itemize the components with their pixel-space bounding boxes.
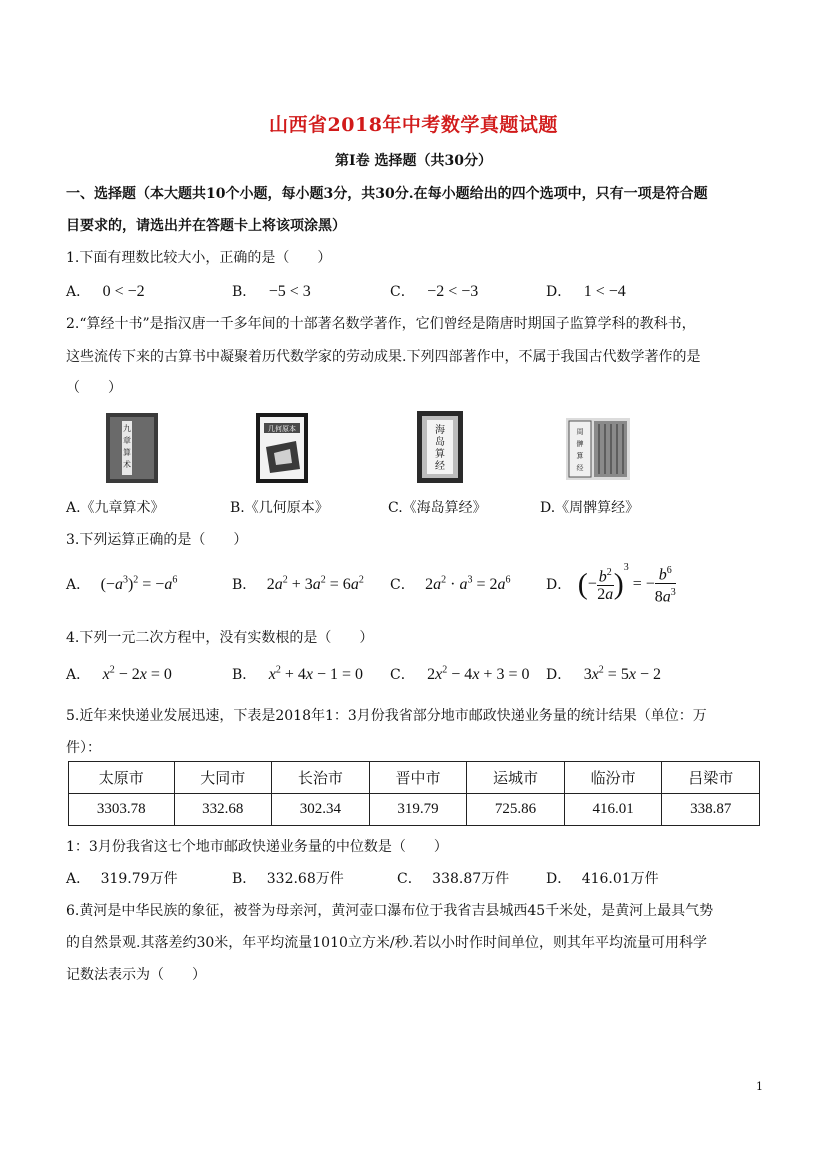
q1-option-c-expr: −2 < −3 bbox=[427, 283, 479, 300]
q1-option-a-expr: 0 < −2 bbox=[102, 283, 145, 300]
q5-line2: 件）： bbox=[66, 740, 101, 756]
q1-option-b-label: B． bbox=[232, 284, 257, 300]
q1-option-b bbox=[232, 281, 311, 301]
book-cover-jiuzhang-text-2: 章 bbox=[123, 436, 131, 445]
q5-option-d-label: D． bbox=[546, 871, 572, 887]
q5-option-a-value: 319.79万件 bbox=[100, 871, 178, 887]
book-cover-zhoubi-text-3: 算 bbox=[576, 452, 584, 460]
section-instructions-line1: 一、选择题（本大题共10个小题，每小题3分，共30分.在每小题给出的四个选项中，只有一项是符合题 bbox=[66, 186, 708, 202]
q5-option-b-value: 332.68万件 bbox=[266, 871, 344, 887]
q4-option-d-expr: $3x^2 = 5x - 2$ bbox=[583, 664, 661, 683]
q4-option-a bbox=[66, 664, 172, 684]
q4-option-b-expr: $x^2 + 4x - 1 = 0$ bbox=[268, 664, 364, 683]
q5-line1: 5.近年来快递业发展迅速，下表是2018年1：3月份我省部分地市邮政快递业务量的统计结果（单位：万 bbox=[66, 708, 707, 724]
q1-option-d bbox=[546, 281, 626, 301]
q4-option-b bbox=[232, 664, 363, 684]
book-cover-haidao bbox=[417, 411, 463, 483]
q3-option-d-label: D． bbox=[546, 577, 572, 593]
q5-option-b bbox=[232, 868, 344, 888]
table-cell: 319.79 bbox=[369, 794, 467, 826]
q1-option-d-label: D． bbox=[546, 284, 572, 300]
table-row bbox=[69, 794, 760, 826]
table-cell: 332.68 bbox=[174, 794, 272, 826]
q5-option-c bbox=[397, 868, 509, 888]
q4-option-a-expr: $x^2 - 2x = 0$ bbox=[102, 664, 172, 683]
q3-option-b-label: B． bbox=[232, 577, 257, 593]
q1-stem: 1.下面有理数比较大小，正确的是（ ） bbox=[66, 250, 332, 266]
book-cover-haidao-text-3: 算 bbox=[435, 449, 445, 460]
book-cover-haidao-text-4: 经 bbox=[435, 461, 445, 472]
q3-option-c bbox=[390, 574, 511, 594]
book-cover-jihe-text: 几何原本 bbox=[268, 425, 296, 433]
q4-stem: 4.下列一元二次方程中，没有实数根的是（ ） bbox=[66, 630, 374, 646]
q4-option-a-label: A． bbox=[66, 667, 91, 683]
q5-option-d bbox=[546, 868, 659, 888]
q3-option-d bbox=[546, 562, 676, 606]
q5-option-d-value: 416.01万件 bbox=[581, 871, 659, 887]
q3-option-a-label: A． bbox=[66, 577, 91, 593]
q6-line3: 记数法表示为（ ） bbox=[66, 967, 206, 983]
q6-line1: 6.黄河是中华民族的象征，被誉为母亲河，黄河壶口瀑布位于我省吉县城西45千米处，是黄河上最具气势 bbox=[66, 903, 714, 919]
q4-option-d bbox=[546, 664, 661, 684]
book-cover-zhoubi-text-2: 髀 bbox=[576, 440, 584, 448]
q3-option-c-label: C． bbox=[390, 577, 415, 593]
q2-option-c: C.《海岛算经》 bbox=[388, 500, 487, 516]
q3-option-a bbox=[66, 574, 177, 594]
q6-line2: 的自然景观.其落差约30米，年平均流量1010立方米/秒.若以小时作时间单位，则其年平均流量可用科学 bbox=[66, 935, 708, 951]
table-header-row bbox=[69, 762, 760, 794]
section-subtitle: 第Ⅰ卷 选择题（共30分） bbox=[335, 153, 492, 169]
q2-option-d: D.《周髀算经》 bbox=[540, 500, 640, 516]
q5-question: 1：3月份我省这七个地市邮政快递业务量的中位数是（ ） bbox=[66, 839, 448, 855]
q3-option-c-expr: $2a^2 \cdot a^3 = 2a^6$ bbox=[425, 574, 511, 593]
book-cover-zhoubi-text-4: 经 bbox=[576, 464, 584, 472]
book-cover-zhoubi bbox=[566, 418, 630, 480]
table-cell: 338.87 bbox=[662, 794, 760, 826]
q1-option-b-expr: −5 < 3 bbox=[268, 283, 311, 300]
book-cover-jiuzhang-text-4: 术 bbox=[123, 460, 131, 469]
q4-option-c-expr: $2x^2 - 4x + 3 = 0$ bbox=[427, 664, 530, 683]
q3-option-b-expr: $2a^2 + 3a^2 = 6a^2$ bbox=[266, 574, 364, 593]
q4-option-c-label: C． bbox=[390, 667, 415, 683]
q5-option-b-label: B． bbox=[232, 871, 257, 887]
q4-option-b-label: B． bbox=[232, 667, 257, 683]
section-instructions-line2: 目要求的，请选出并在答题卡上将该项涂黑） bbox=[66, 218, 346, 234]
q5-option-a-label: A． bbox=[66, 871, 91, 887]
table-cell: 302.34 bbox=[272, 794, 370, 826]
book-cover-jiuzhang bbox=[106, 413, 158, 483]
q3-option-d-expr: (− $\frac{b^2}{2a}$ )$^3$ = − $\frac{b^6}{8a^3}$ bbox=[577, 562, 676, 606]
page-title: 山西省2018年中考数学真题试题 bbox=[269, 114, 558, 136]
q2-line3: （ ） bbox=[66, 380, 122, 396]
table-header-cell: 临汾市 bbox=[564, 762, 662, 794]
q1-option-a-label: A． bbox=[66, 284, 91, 300]
q3-stem: 3.下列运算正确的是（ ） bbox=[66, 532, 248, 548]
q2-option-b: B.《几何原本》 bbox=[230, 500, 329, 516]
q1-option-d-expr: 1 < −4 bbox=[583, 283, 626, 300]
table-header-cell: 大同市 bbox=[174, 762, 272, 794]
q5-option-c-label: C． bbox=[397, 871, 422, 887]
table-header-cell: 太原市 bbox=[69, 762, 175, 794]
book-cover-jiuzhang-text-3: 算 bbox=[123, 448, 131, 457]
q5-option-a bbox=[66, 868, 178, 888]
book-cover-haidao-text-1: 海 bbox=[435, 425, 445, 436]
book-cover-haidao-text-2: 岛 bbox=[435, 437, 445, 448]
q3-option-b bbox=[232, 574, 364, 594]
q4-option-d-label: D． bbox=[546, 667, 572, 683]
table-header-cell: 长治市 bbox=[272, 762, 370, 794]
q3-option-a-expr: $(-a^3)^2 = -a^6$ bbox=[100, 574, 178, 593]
q1-option-a bbox=[66, 281, 145, 301]
page-number: 1 bbox=[756, 1080, 763, 1093]
table-header-cell: 运城市 bbox=[467, 762, 565, 794]
q2-line1: 2.“算经十书”是指汉唐一千多年间的十部著名数学著作，它们曾经是隋唐时期国子监算学科的教科书， bbox=[66, 316, 696, 332]
express-volume-table bbox=[68, 761, 760, 826]
q1-option-c-label: C． bbox=[390, 284, 415, 300]
table-header-cell: 晋中市 bbox=[369, 762, 467, 794]
table-cell: 725.86 bbox=[467, 794, 565, 826]
q2-option-a: A.《九章算术》 bbox=[66, 500, 165, 516]
q4-option-c bbox=[390, 664, 529, 684]
table-header-cell: 吕梁市 bbox=[662, 762, 760, 794]
table-cell: 3303.78 bbox=[69, 794, 175, 826]
q1-option-c bbox=[390, 281, 478, 301]
book-cover-jihe bbox=[256, 413, 308, 483]
q2-line2: 这些流传下来的古算书中凝聚着历代数学家的劳动成果.下列四部著作中，不属于我国古代数学著作的是 bbox=[66, 349, 701, 365]
book-cover-zhoubi-text-1: 周 bbox=[576, 428, 584, 436]
q5-option-c-value: 338.87万件 bbox=[432, 871, 510, 887]
book-cover-jiuzhang-text-1: 九 bbox=[123, 424, 131, 433]
table-cell: 416.01 bbox=[564, 794, 662, 826]
